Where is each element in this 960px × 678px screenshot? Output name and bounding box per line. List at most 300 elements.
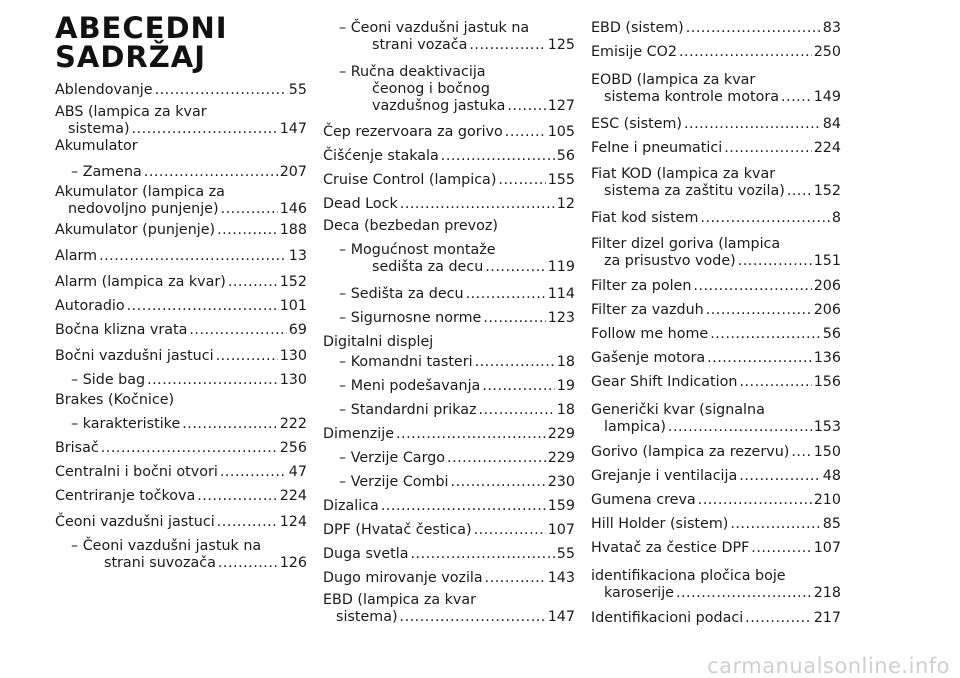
index-entry[interactable] — [55, 248, 307, 265]
index-entry-line — [323, 242, 575, 259]
index-entry-line — [591, 116, 841, 133]
index-entry-line — [323, 334, 575, 351]
index-entry-term: Dead Lock — [323, 196, 398, 212]
dot-leader — [411, 546, 555, 563]
index-entry-term: Gašenje motora — [591, 350, 706, 366]
dot-leader — [217, 514, 278, 531]
dot-leader — [218, 555, 278, 572]
index-entry-term: za prisustvo vode) — [604, 253, 736, 269]
index-entry[interactable] — [55, 440, 307, 457]
index-entry-term: nedovoljno punjenje) — [68, 201, 219, 217]
index-entry-line — [323, 592, 575, 609]
index-entry-line — [591, 610, 841, 627]
index-entry-term: Filter za vazduh — [591, 302, 704, 318]
dot-leader — [132, 121, 278, 138]
index-entry[interactable] — [323, 474, 575, 491]
index-entry-line — [55, 322, 307, 339]
index-entry-line — [55, 392, 307, 409]
index-entry[interactable] — [55, 138, 307, 155]
index-entry-term: Hill Holder (sistem) — [591, 516, 729, 532]
index-entry-term: Centriranje točkova — [55, 488, 196, 504]
index-entry-term: Filter dizel goriva (lampica — [591, 236, 781, 252]
index-entry-page: 217 — [813, 610, 841, 626]
index-entry-line — [323, 81, 575, 98]
index-entry-line — [323, 124, 575, 141]
index-entry-term: ESC (sistem) — [591, 116, 682, 132]
index-entry-line — [55, 274, 307, 291]
dot-leader — [700, 210, 829, 227]
dot-leader — [155, 82, 287, 99]
index-entry-term: Brisač — [55, 440, 99, 456]
index-entry[interactable] — [323, 148, 575, 165]
index-entry-page: 188 — [279, 222, 307, 238]
index-entry[interactable] — [591, 302, 841, 319]
index-entry-line — [55, 164, 307, 181]
dot-leader — [739, 374, 811, 391]
index-entry-term: Autoradio — [55, 298, 125, 314]
index-entry-term: sistema) — [336, 609, 398, 625]
page-title-line-1: ABECEDNI — [55, 11, 228, 45]
index-entry[interactable] — [591, 44, 841, 61]
index-entry[interactable] — [323, 426, 575, 443]
index-entry[interactable] — [323, 172, 575, 189]
index-entry-line — [591, 516, 841, 533]
index-entry-page: 206 — [813, 278, 841, 294]
index-entry-page: 101 — [279, 298, 307, 314]
dot-leader — [217, 222, 278, 239]
dot-leader — [475, 354, 555, 371]
index-entry[interactable] — [591, 444, 841, 461]
index-entry-term: EOBD (lampica za kvar — [591, 72, 756, 88]
index-entry-term: Akumulator (punjenje) — [55, 222, 216, 238]
index-entry-term: Deca (bezbedan prevoz) — [323, 218, 498, 234]
index-entry-page: 125 — [547, 37, 575, 53]
index-entry-term: Ablendovanje — [55, 82, 153, 98]
index-entry-line — [55, 416, 307, 433]
index-entry-line — [323, 609, 575, 626]
index-entry-line — [591, 20, 841, 37]
index-entry-line — [591, 326, 841, 343]
index-entry-page: 224 — [813, 140, 841, 156]
index-entry-page: 151 — [813, 253, 841, 269]
index-entry-term: Dizalica — [323, 498, 379, 514]
index-entry[interactable] — [55, 372, 307, 389]
index-entry-page: 143 — [547, 570, 575, 586]
index-entry[interactable] — [55, 184, 307, 218]
index-entry-line — [591, 44, 841, 61]
dot-leader — [724, 140, 811, 157]
index-entry-line — [323, 426, 575, 443]
index-entry-line — [591, 302, 841, 319]
index-entry-page: 56 — [556, 148, 575, 164]
index-entry-line — [323, 148, 575, 165]
dot-leader — [781, 89, 812, 106]
index-entry[interactable] — [591, 568, 841, 602]
index-entry-line — [591, 540, 841, 557]
dot-leader — [684, 116, 821, 133]
index-entry[interactable] — [323, 124, 575, 141]
index-entry[interactable] — [323, 334, 575, 351]
index-entry-term: Hvatač za čestice DPF — [591, 540, 750, 556]
index-entry-term: sistema) — [68, 121, 130, 137]
index-entry-line — [323, 310, 575, 327]
dot-leader — [441, 148, 555, 165]
index-entry[interactable] — [55, 104, 307, 138]
index-entry-term: sistema kontrole motora — [604, 89, 779, 105]
index-entry-page: 222 — [279, 416, 307, 432]
index-entry-term: – Standardni prikaz — [339, 402, 477, 418]
index-entry-term: – Mogućnost montaže — [339, 242, 496, 258]
index-entry[interactable] — [591, 374, 841, 391]
index-entry[interactable] — [323, 286, 575, 303]
index-entry-line — [323, 172, 575, 189]
index-entry[interactable] — [323, 570, 575, 587]
index-entry-term: strani vozača — [372, 37, 468, 53]
dot-leader — [400, 196, 555, 213]
index-entry[interactable] — [323, 402, 575, 419]
index-entry-line — [323, 354, 575, 371]
dot-leader — [147, 372, 278, 389]
dot-leader — [686, 20, 821, 37]
index-entry-page: 224 — [279, 488, 307, 504]
index-entry[interactable] — [323, 242, 575, 276]
index-entry-line — [323, 546, 575, 563]
index-entry-term: Digitalni displej — [323, 334, 434, 350]
dot-leader — [189, 322, 286, 339]
index-entry-line — [591, 278, 841, 295]
index-entry-line — [323, 450, 575, 467]
index-entry-line — [323, 498, 575, 515]
index-entry-term: Fiat KOD (lampica za kvar — [591, 166, 776, 182]
dot-leader — [474, 522, 546, 539]
index-entry-page: 152 — [279, 274, 307, 290]
index-entry-line — [55, 464, 307, 481]
index-entry[interactable] — [55, 538, 307, 572]
index-entry-line — [323, 570, 575, 587]
index-entry-page: 83 — [822, 20, 841, 36]
index-entry[interactable] — [55, 348, 307, 365]
index-entry[interactable] — [323, 450, 575, 467]
index-entry-page: 206 — [813, 302, 841, 318]
index-entry[interactable] — [55, 322, 307, 339]
index-entry-page: 55 — [288, 82, 307, 98]
watermark-text: carmanualsonline.info — [707, 654, 950, 678]
index-entry-page: 256 — [279, 440, 307, 456]
index-entry-term: Akumulator — [55, 138, 138, 154]
index-entry-term: identifikaciona pločica boje — [591, 568, 786, 584]
dot-leader — [99, 248, 287, 265]
index-entry-term: ABS (lampica za kvar — [55, 104, 207, 120]
dot-leader — [221, 201, 278, 218]
index-entry-page: 250 — [813, 44, 841, 60]
index-entry[interactable] — [591, 116, 841, 133]
index-entry-page: 147 — [547, 609, 575, 625]
index-entry-term: – karakteristike — [71, 416, 181, 432]
dot-leader — [400, 609, 546, 626]
index-entry-line — [55, 82, 307, 99]
dot-leader — [483, 310, 545, 327]
index-entry[interactable] — [591, 350, 841, 367]
index-entry-line — [323, 286, 575, 303]
index-entry-page: 48 — [822, 468, 841, 484]
index-entry[interactable] — [55, 298, 307, 315]
index-entry-line — [323, 402, 575, 419]
index-entry-page: 136 — [813, 350, 841, 366]
index-entry-line — [591, 374, 841, 391]
index-entry-page: 207 — [279, 164, 307, 180]
index-entry-line — [55, 514, 307, 531]
index-entry[interactable] — [323, 20, 575, 54]
dot-leader — [182, 416, 277, 433]
index-entry-page: 153 — [813, 419, 841, 435]
dot-leader — [144, 164, 278, 181]
index-entry-line — [591, 444, 841, 461]
index-entry-page: 19 — [556, 378, 575, 394]
index-entry-term: Čišćenje stakala — [323, 148, 439, 164]
index-entry-term: – Sedišta za decu — [339, 286, 464, 302]
index-entry-page: 229 — [547, 426, 575, 442]
index-entry[interactable] — [55, 464, 307, 481]
dot-leader — [679, 44, 812, 61]
index-entry-term: – Čeoni vazdušni jastuk na — [71, 538, 262, 554]
index-entry-line — [55, 201, 307, 218]
index-entry[interactable] — [591, 140, 841, 157]
index-entry-page: 127 — [547, 98, 575, 114]
index-entry-page: 218 — [813, 585, 841, 601]
index-entry-line — [591, 210, 841, 227]
index-entry-line — [323, 196, 575, 213]
index-entry[interactable] — [591, 492, 841, 509]
dot-leader — [698, 492, 812, 509]
index-entry-term: – Verzije Cargo — [339, 450, 446, 466]
index-entry-term: Felne i pneumatici — [591, 140, 723, 156]
index-entry-term: vazdušnog jastuka — [372, 98, 506, 114]
index-entry[interactable] — [323, 196, 575, 213]
dot-leader — [751, 540, 811, 557]
index-entry[interactable] — [55, 514, 307, 531]
index-entry-term: Bočna klizna vrata — [55, 322, 188, 338]
dot-leader — [466, 286, 546, 303]
index-entry-line — [55, 348, 307, 365]
index-entry-term: Dimenzije — [323, 426, 395, 442]
index-entry[interactable] — [323, 218, 575, 235]
index-entry-term: – Čeoni vazdušni jastuk na — [339, 20, 530, 36]
index-entry-page: 130 — [279, 348, 307, 364]
index-entry-page: 69 — [288, 322, 307, 338]
index-entry-term: Centralni i bočni otvori — [55, 464, 218, 480]
index-entry-term: sedišta za decu — [372, 259, 484, 275]
index-entry-term: Follow me home — [591, 326, 709, 342]
dot-leader — [469, 37, 545, 54]
index-entry-line — [55, 440, 307, 457]
index-entry-term: Gumena creva — [591, 492, 696, 508]
dot-leader — [216, 348, 278, 365]
dot-leader — [381, 498, 546, 515]
index-entry-term: strani suvozača — [104, 555, 216, 571]
index-entry-line — [323, 378, 575, 395]
index-entry[interactable] — [323, 522, 575, 539]
index-entry-line — [591, 183, 841, 200]
index-entry-term: Filter za polen — [591, 278, 692, 294]
index-entry-page: 107 — [813, 540, 841, 556]
index-entry[interactable] — [591, 278, 841, 295]
index-entry-page: 124 — [279, 514, 307, 530]
dot-leader — [101, 440, 278, 457]
index-entry-page: 18 — [556, 402, 575, 418]
dot-leader — [485, 570, 546, 587]
index-entry-page: 18 — [556, 354, 575, 370]
index-entry-term: – Side bag — [71, 372, 146, 388]
index-entry-page: 210 — [813, 492, 841, 508]
index-entry-term: – Zamena — [71, 164, 142, 180]
index-entry-line — [55, 121, 307, 138]
index-entry-term: Čeoni vazdušni jastuci — [55, 514, 215, 530]
index-entry-page: 230 — [547, 474, 575, 490]
index-entry[interactable] — [55, 222, 307, 239]
index-entry[interactable] — [591, 72, 841, 106]
index-entry-page: 47 — [288, 464, 307, 480]
index-entry[interactable] — [591, 326, 841, 343]
index-entry-term: EBD (lampica za kvar — [323, 592, 477, 608]
dot-leader — [738, 253, 812, 270]
dot-leader — [447, 450, 546, 467]
index-entry-page: 56 — [822, 326, 841, 342]
index-entry-term: Alarm (lampica za kvar) — [55, 274, 226, 290]
index-entry[interactable] — [323, 310, 575, 327]
index-entry[interactable] — [591, 516, 841, 533]
index-entry-term: Emisije CO2 — [591, 44, 677, 60]
index-entry-page: 12 — [556, 196, 575, 212]
index-entry-line — [323, 37, 575, 54]
index-entry[interactable] — [323, 592, 575, 626]
dot-leader — [197, 488, 277, 505]
index-entry[interactable] — [591, 210, 841, 227]
index-entry[interactable] — [591, 20, 841, 37]
index-entry-term: – Verzije Combi — [339, 474, 449, 490]
index-entry-page: 229 — [547, 450, 575, 466]
index-entry[interactable] — [591, 402, 841, 436]
index-entry-line — [323, 20, 575, 37]
index-entry-page: 123 — [547, 310, 575, 326]
index-entry[interactable] — [323, 64, 575, 115]
index-entry-line — [591, 236, 841, 253]
index-entry-line — [591, 166, 841, 183]
index-entry-line — [323, 98, 575, 115]
index-entry-line — [55, 222, 307, 239]
index-entry-line — [323, 522, 575, 539]
dot-leader — [451, 474, 546, 491]
index-entry-page: 114 — [547, 286, 575, 302]
index-entry-line — [591, 585, 841, 602]
index-entry-term: lampica) — [604, 419, 666, 435]
dot-leader — [498, 172, 545, 189]
index-entry[interactable] — [55, 488, 307, 505]
index-entry-line — [591, 89, 841, 106]
index-entry-line — [55, 538, 307, 555]
index-entry-page: 126 — [279, 555, 307, 571]
index-entry-line — [591, 350, 841, 367]
index-entry-line — [591, 140, 841, 157]
index-entry-page: 159 — [547, 498, 575, 514]
index-entry-term: Gear Shift Indication — [591, 374, 738, 390]
index-entry-term: Brakes (Kočnice) — [55, 392, 175, 408]
index-entry[interactable] — [55, 392, 307, 409]
index-entry-page: 130 — [279, 372, 307, 388]
index-entry-term: – Ručna deaktivacija — [339, 64, 486, 80]
index-entry-term: Bočni vazdušni jastuci — [55, 348, 214, 364]
index-entry-line — [55, 372, 307, 389]
index-entry-term: Grejanje i ventilacija — [591, 468, 738, 484]
index-entry[interactable] — [55, 416, 307, 433]
index-entry-term: čeonog i bočnog — [372, 81, 490, 97]
dot-leader — [791, 444, 811, 461]
index-entry-page: 150 — [813, 444, 841, 460]
index-entry[interactable] — [323, 546, 575, 563]
index-entry-term: DPF (Hvatač čestica) — [323, 522, 472, 538]
index-entry-page: 107 — [547, 522, 575, 538]
dot-leader — [507, 98, 545, 115]
index-entry[interactable] — [591, 468, 841, 485]
dot-leader — [505, 124, 546, 141]
index-entry[interactable] — [55, 274, 307, 291]
index-entry-line — [55, 488, 307, 505]
index-entry-line — [55, 298, 307, 315]
dot-leader — [787, 183, 812, 200]
page-title-line-2: SADRŽAJ — [55, 40, 206, 74]
index-entry[interactable] — [323, 378, 575, 395]
dot-leader — [706, 302, 812, 319]
dot-leader — [479, 402, 555, 419]
index-entry-term: sistema za zaštitu vozila) — [604, 183, 785, 199]
index-entry[interactable] — [591, 610, 841, 627]
index-entry[interactable] — [323, 354, 575, 371]
index-entry-line — [55, 248, 307, 265]
index-entry[interactable] — [55, 164, 307, 181]
index-entry-page: 8 — [831, 210, 841, 226]
dot-leader — [676, 585, 812, 602]
index-entry-page: 147 — [279, 121, 307, 137]
index-entry[interactable] — [55, 82, 307, 99]
index-entry-page: 55 — [556, 546, 575, 562]
index-entry-line — [591, 72, 841, 89]
dot-leader — [228, 274, 278, 291]
dot-leader — [220, 464, 287, 481]
index-entry-line — [55, 555, 307, 572]
index-entry-page: 84 — [822, 116, 841, 132]
dot-leader — [710, 326, 821, 343]
index-entry-page: 155 — [547, 172, 575, 188]
dot-leader — [485, 259, 545, 276]
dot-leader — [745, 610, 812, 627]
index-entry-line — [55, 104, 307, 121]
index-entry[interactable] — [323, 498, 575, 515]
index-entry[interactable] — [591, 236, 841, 270]
dot-leader — [668, 419, 812, 436]
page-title — [55, 11, 228, 74]
index-entry-line — [591, 492, 841, 509]
index-entry-line — [55, 138, 307, 155]
index-entry-page: 85 — [822, 516, 841, 532]
index-entry-page: 105 — [547, 124, 575, 140]
index-entry-page: 13 — [288, 248, 307, 264]
index-entry-term: Alarm — [55, 248, 98, 264]
index-entry-line — [323, 259, 575, 276]
index-entry[interactable] — [591, 166, 841, 200]
index-entry-term: Fiat kod sistem — [591, 210, 699, 226]
index-entry-line — [591, 253, 841, 270]
index-entry[interactable] — [591, 540, 841, 557]
dot-leader — [482, 378, 554, 395]
